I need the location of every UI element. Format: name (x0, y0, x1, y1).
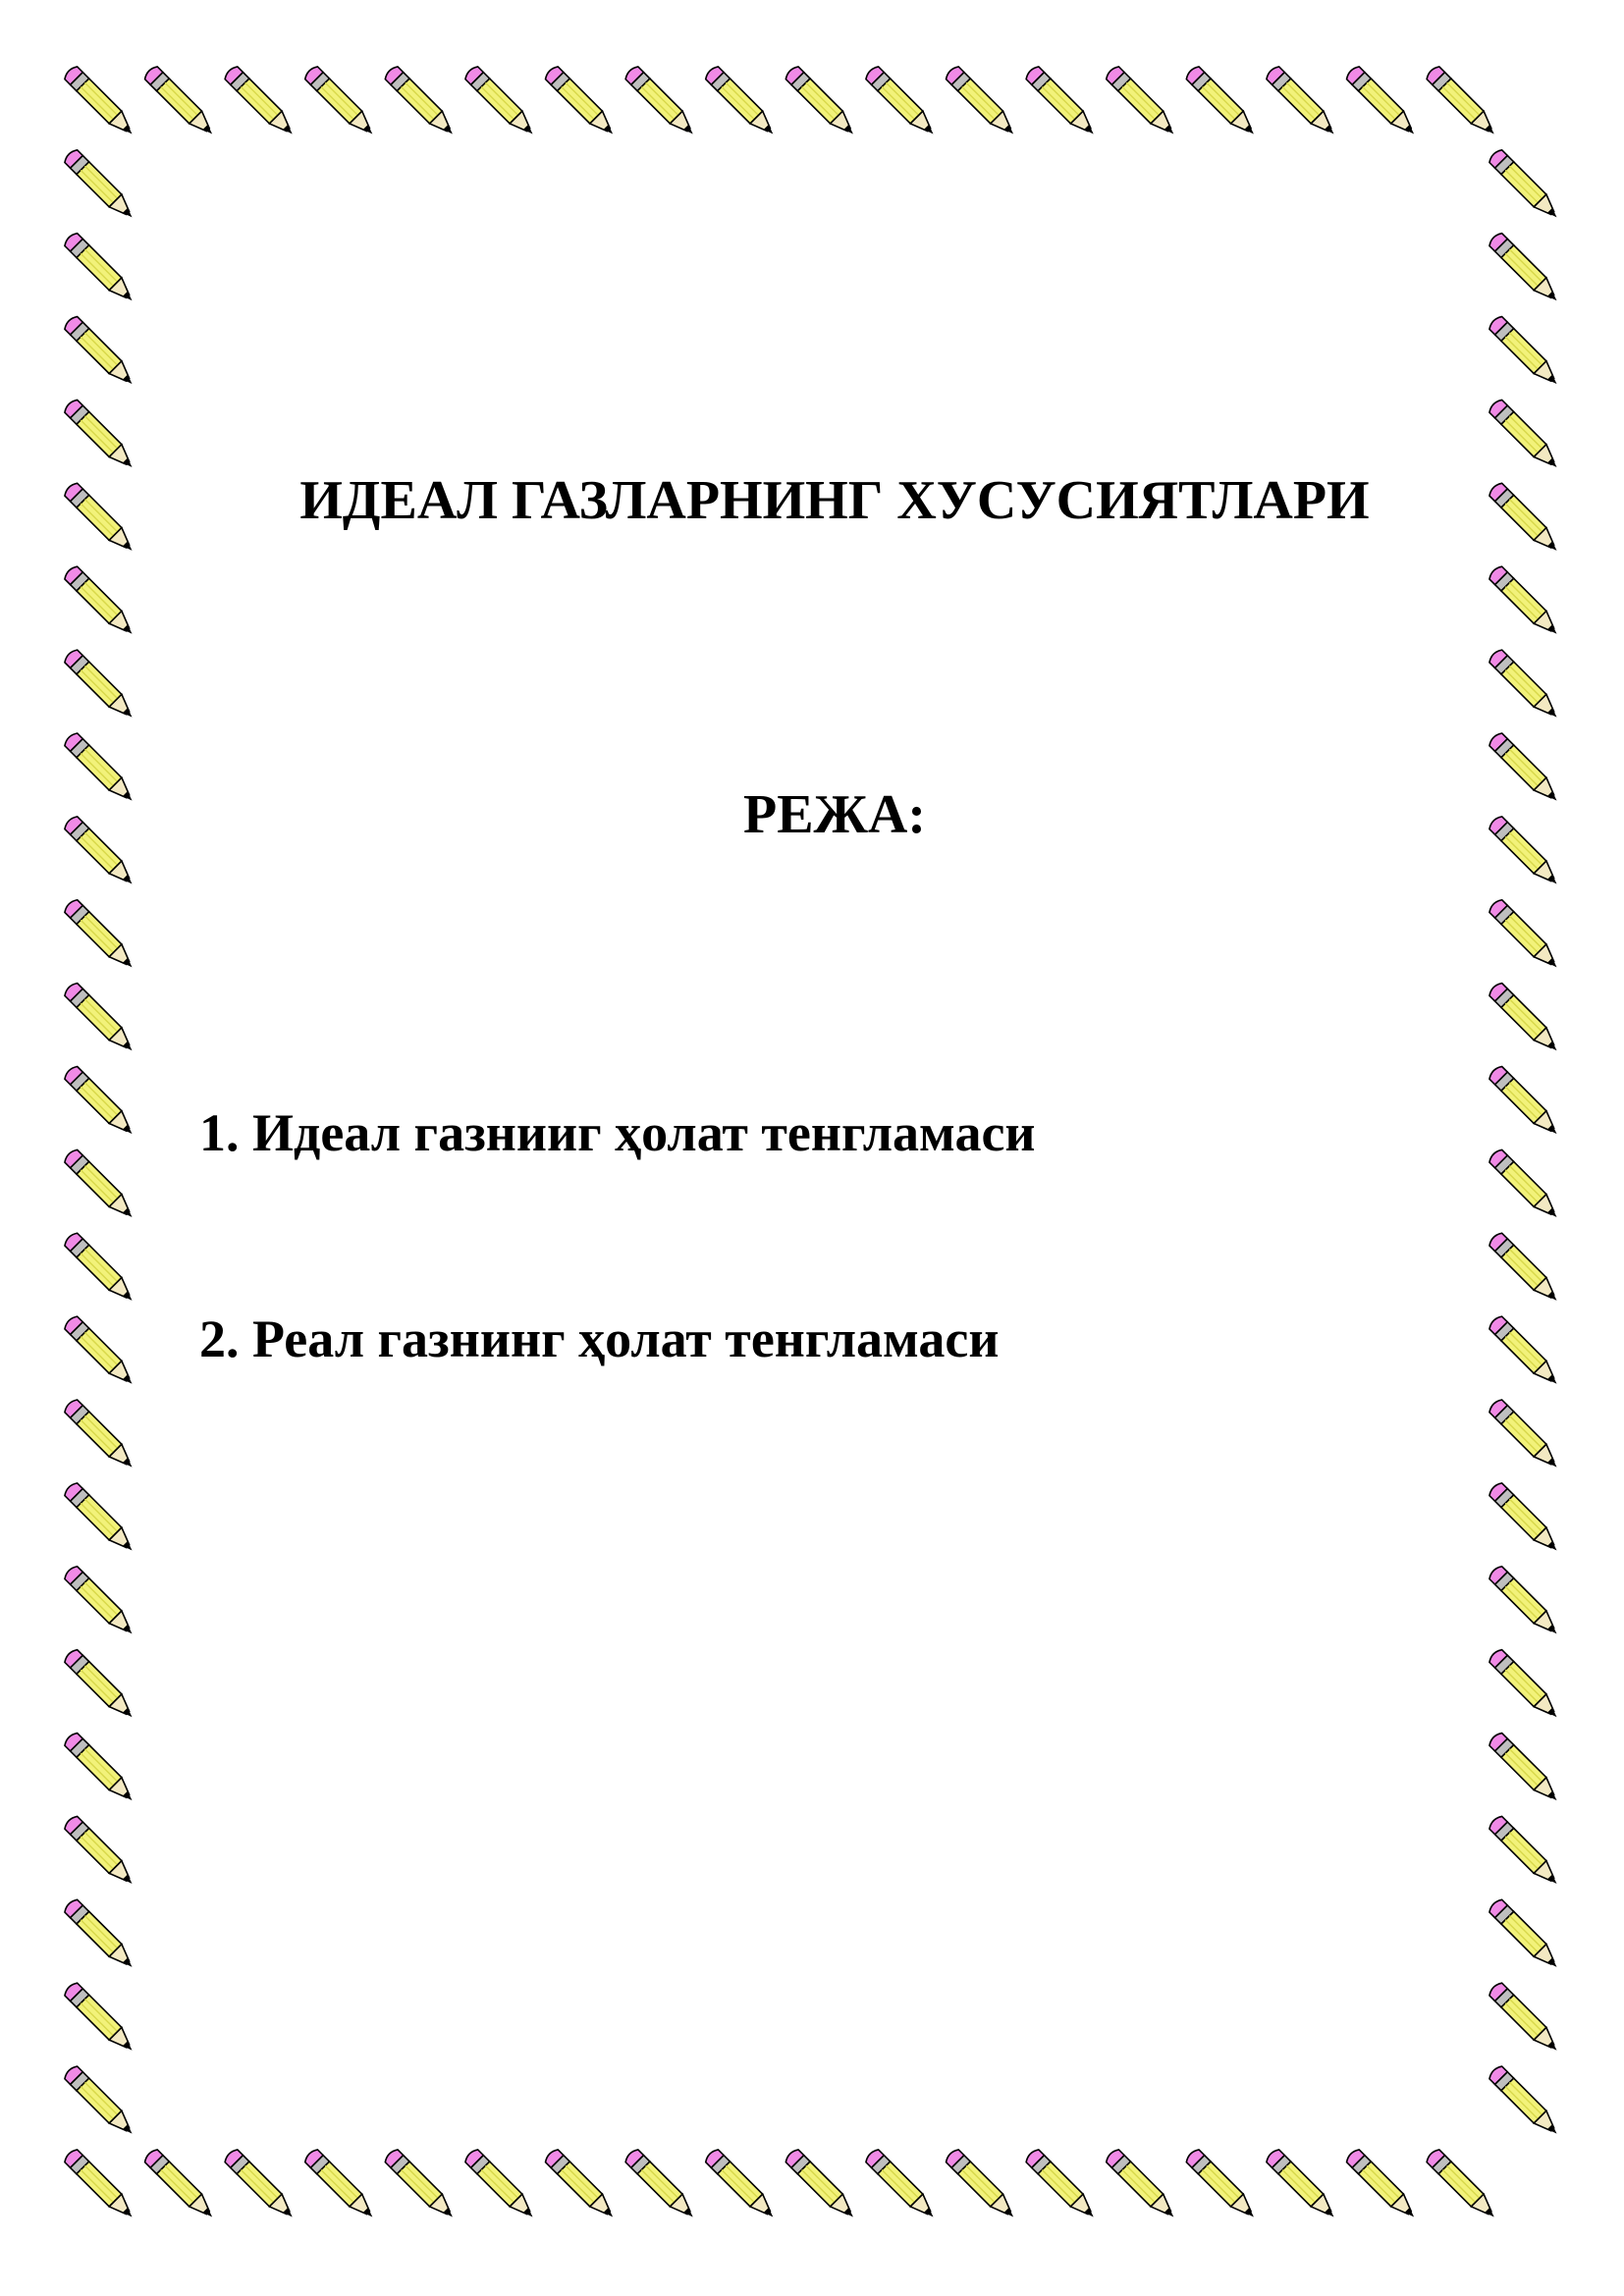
pencil-icon (1488, 481, 1563, 557)
pencil-icon (864, 65, 940, 140)
pencil-icon (1344, 2148, 1420, 2223)
pencil-icon (1488, 1231, 1563, 1307)
pencil-icon (1024, 65, 1100, 140)
plan-heading: РЕЖА: (742, 784, 927, 845)
pencil-icon (63, 2064, 138, 2140)
pencil-icon (63, 1648, 138, 1724)
pencil-icon (63, 65, 138, 140)
pencil-icon (704, 65, 780, 140)
pencil-icon (1488, 1731, 1563, 1806)
pencil-icon (142, 65, 218, 140)
pencil-icon (1488, 2064, 1563, 2140)
pencil-icon (63, 1897, 138, 1973)
pencil-icon (864, 2148, 940, 2223)
pencil-icon (63, 1231, 138, 1307)
pencil-icon (463, 65, 539, 140)
pencil-icon (543, 2148, 619, 2223)
pencil-icon (142, 2148, 218, 2223)
pencil-icon (1344, 65, 1420, 140)
plan-item-1: 1. Идеал газнииг ҳолат тенгламаси (199, 1103, 1036, 1162)
pencil-icon (1488, 1814, 1563, 1890)
pencil-icon (63, 1814, 138, 1890)
pencil-icon (63, 648, 138, 723)
pencil-icon (1488, 731, 1563, 807)
pencil-icon (1265, 65, 1340, 140)
pencil-icon (303, 2148, 379, 2223)
pencil-icon (303, 65, 379, 140)
pencil-icon (1488, 1314, 1563, 1390)
pencil-icon (623, 2148, 699, 2223)
pencil-icon (944, 65, 1019, 140)
pencil-icon (1488, 981, 1563, 1056)
pencil-icon (1184, 65, 1260, 140)
pencil-icon (1488, 232, 1563, 307)
pencil-icon (1488, 1064, 1563, 1140)
pencil-icon (1105, 2148, 1180, 2223)
pencil-icon (1488, 1648, 1563, 1724)
pencil-icon (1488, 1481, 1563, 1557)
pencil-icon (383, 65, 459, 140)
pencil-icon (1024, 2148, 1100, 2223)
pencil-icon (784, 2148, 859, 2223)
pencil-icon (1488, 1148, 1563, 1223)
pencil-icon (63, 1064, 138, 1140)
pencil-icon (63, 2148, 138, 2223)
pencil-icon (63, 232, 138, 307)
pencil-icon (63, 898, 138, 974)
pencil-icon (1488, 314, 1563, 390)
pencil-icon (63, 1981, 138, 2056)
pencil-icon (543, 65, 619, 140)
pencil-icon (63, 981, 138, 1056)
pencil-icon (784, 65, 859, 140)
pencil-icon (63, 731, 138, 807)
pencil-icon (1488, 564, 1563, 640)
pencil-icon (63, 1481, 138, 1557)
pencil-icon (1425, 65, 1500, 140)
pencil-icon (704, 2148, 780, 2223)
pencil-icon (463, 2148, 539, 2223)
pencil-icon (1488, 898, 1563, 974)
document-title: ИДЕАЛ ГАЗЛАРНИНГ ХУСУСИЯТЛАРИ (299, 470, 1370, 531)
pencil-icon (944, 2148, 1019, 2223)
pencil-icon (1488, 1981, 1563, 2056)
pencil-icon (63, 1398, 138, 1473)
pencil-icon (1265, 2148, 1340, 2223)
pencil-icon (1488, 1398, 1563, 1473)
pencil-icon (1488, 148, 1563, 224)
pencil-icon (1105, 65, 1180, 140)
pencil-icon (63, 148, 138, 224)
pencil-icon (1184, 2148, 1260, 2223)
pencil-icon (1488, 1565, 1563, 1640)
pencil-icon (63, 1731, 138, 1806)
pencil-icon (383, 2148, 459, 2223)
pencil-icon (1488, 1897, 1563, 1973)
pencil-icon (1488, 815, 1563, 890)
pencil-icon (63, 481, 138, 557)
pencil-icon (1488, 648, 1563, 723)
pencil-icon (223, 2148, 298, 2223)
pencil-icon (63, 1148, 138, 1223)
pencil-icon (63, 398, 138, 473)
pencil-icon (63, 1565, 138, 1640)
pencil-icon (623, 65, 699, 140)
pencil-icon (63, 815, 138, 890)
pencil-icon (223, 65, 298, 140)
pencil-icon (63, 314, 138, 390)
pencil-icon (1488, 398, 1563, 473)
pencil-icon (63, 1314, 138, 1390)
pencil-icon (63, 564, 138, 640)
plan-item-2: 2. Реал газнинг ҳолат тенгламаси (199, 1309, 1000, 1368)
pencil-icon (1425, 2148, 1500, 2223)
